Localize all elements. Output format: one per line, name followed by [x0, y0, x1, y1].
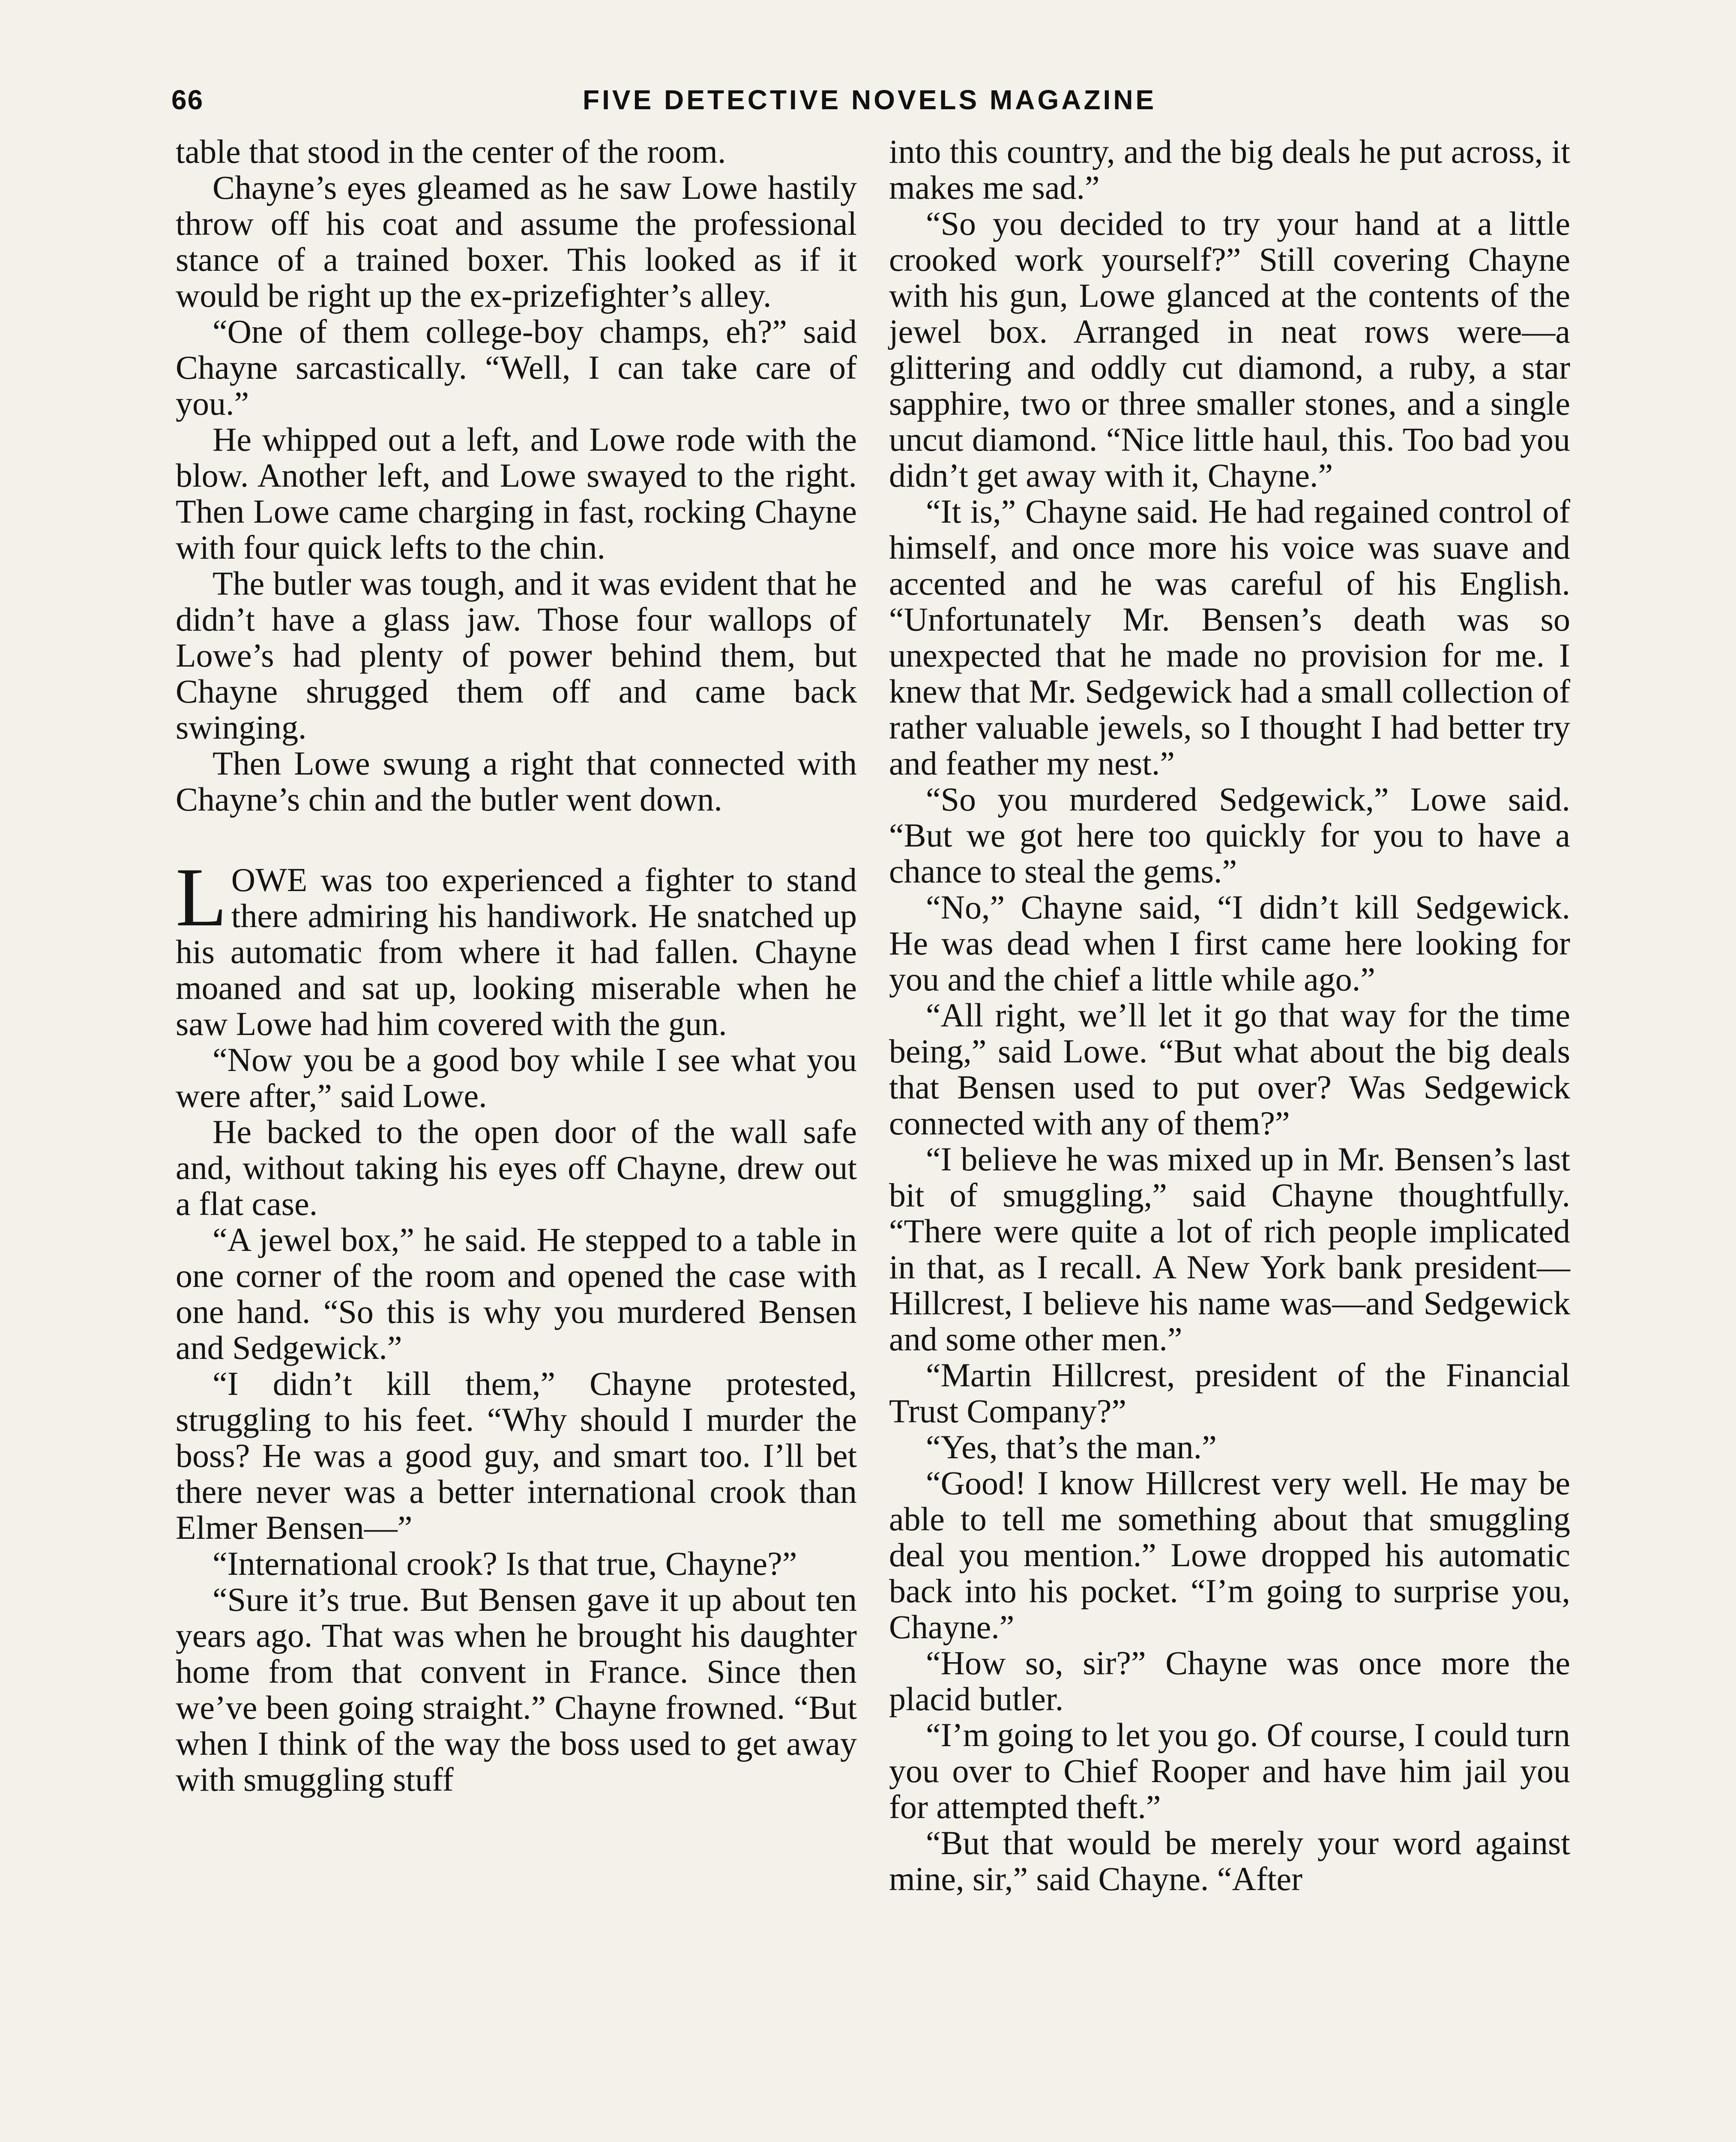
- paragraph: “I didn’t kill them,” Chayne protested, struggling to his feet. “Why should I murder the boss? He was a good guy, and smart too. I’ll bet there never was a better international crook than Elmer Bensen—”: [176, 1365, 857, 1546]
- paragraph: “Sure it’s true. But Bensen gave it up about ten years ago. That was when he brought his daughter home from that convent in France. Since then we’ve been going straight.” Chayne frowned. “But when I think of the way the boss used to get away with smuggling stuff: [176, 1581, 857, 1798]
- paragraph: into this country, and the big deals he put across, it makes me sad.”: [889, 133, 1570, 206]
- paragraph: “So you murdered Sedgewick,” Lowe said. “But we got here too quickly for you to have a chance to steal the gems.”: [889, 781, 1570, 890]
- paragraph: “How so, sir?” Chayne was once more the placid butler.: [889, 1644, 1570, 1717]
- paragraph: He backed to the open door of the wall safe and, without taking his eyes off Chayne, drew out a flat case.: [176, 1113, 857, 1222]
- paragraph: Chayne’s eyes gleamed as he saw Lowe hastily throw off his coat and assume the professional stance of a trained boxer. This looked as if it would be right up the ex-prizefighter’s alley.: [176, 169, 857, 314]
- paragraph: “Martin Hillcrest, president of the Financial Trust Company?”: [889, 1356, 1570, 1430]
- paragraph: “International crook? Is that true, Chayne?”: [213, 1545, 797, 1582]
- paragraph: “I’m going to let you go. Of course, I could turn you over to Chief Rooper and have him jail you for attempted theft.”: [889, 1716, 1570, 1825]
- paragraph: He whipped out a left, and Lowe rode with the blow. Another left, and Lowe swayed to the right. Then Lowe came charging in fast, rocking Chayne with four quick lefts to the chin.: [176, 421, 857, 566]
- page-number: 66: [171, 84, 204, 115]
- paragraph: “So you decided to try your hand at a little crooked work yourself?” Still covering Chayne with his gun, Lowe glanced at the contents of the jewel box. Arranged in neat rows were—a glittering and oddly cut diamond, a ruby, a star sapphire, two or three smaller stones, and a single uncut diamond. “Nice little haul, this. Too bad you didn’t get away with it, Chayne.”: [889, 205, 1570, 494]
- section-start-paragraph: [176, 851, 857, 1042]
- paragraph: “One of them college-boy champs, eh?” said Chayne sarcastically. “Well, I can take care of you.”: [176, 313, 857, 422]
- paragraph: “No,” Chayne said, “I didn’t kill Sedgewick. He was dead when I first came here looking for you and the chief a little while ago.”: [889, 889, 1570, 998]
- paragraph: Then Lowe swung a right that connected with Chayne’s chin and the butler went down.: [176, 745, 857, 818]
- section-first-text: OWE was too experienced a fighter to stand there admiring his handiwork. He snatched up his automatic from where it had fallen. Chayne moaned and sat up, looking miserable when he saw Lowe had him covered with the gun.: [176, 861, 857, 1042]
- paragraph: “A jewel box,” he said. He stepped to a table in one corner of the room and opened the case with one hand. “So this is why you murdered Bensen and Sedgewick.”: [176, 1221, 857, 1366]
- drop-cap: L: [176, 851, 227, 944]
- page-header: [171, 84, 1573, 131]
- paragraph: “Now you be a good boy while I see what you were after,” said Lowe.: [176, 1041, 857, 1114]
- text-column-right: [889, 134, 1570, 1897]
- magazine-title: FIVE DETECTIVE NOVELS MAGAZINE: [583, 84, 1157, 115]
- paragraph: “Good! I know Hillcrest very well. He may be able to tell me something about that smuggling deal you mention.” Lowe dropped his automatic back into his pocket. “I’m going to surprise you, Chayne.”: [889, 1464, 1570, 1645]
- paragraph: “All right, we’ll let it go that way for the time being,” said Lowe. “But what about the big deals that Bensen used to put over? Was Sedgewick connected with any of them?”: [889, 996, 1570, 1142]
- paragraph: “Yes, that’s the man.”: [926, 1428, 1217, 1466]
- paragraph: table that stood in the center of the room.: [176, 133, 726, 170]
- paragraph: The butler was tough, and it was evident that he didn’t have a glass jaw. Those four wallops of Lowe’s had plenty of power behind them, but Chayne shrugged them off and came back swinging.: [176, 565, 857, 746]
- text-column-left: [176, 134, 857, 1798]
- paragraph: “I believe he was mixed up in Mr. Bensen’s last bit of smuggling,” said Chayne thoughtfully. “There were quite a lot of rich people implicated in that, as I recall. A New York bank president—Hillcrest, I believe his name was—and Sedgewick and some other men.”: [889, 1140, 1570, 1358]
- paragraph: “It is,” Chayne said. He had regained control of himself, and once more his voice was suave and accented and he was careful of his English. “Unfortunately Mr. Bensen’s death was so unexpected that he made no provision for me. I knew that Mr. Sedgewick had a small collection of rather valuable jewels, so I thought I had better try and feather my nest.”: [889, 493, 1570, 782]
- paragraph: “But that would be merely your word against mine, sir,” said Chayne. “After: [889, 1824, 1570, 1897]
